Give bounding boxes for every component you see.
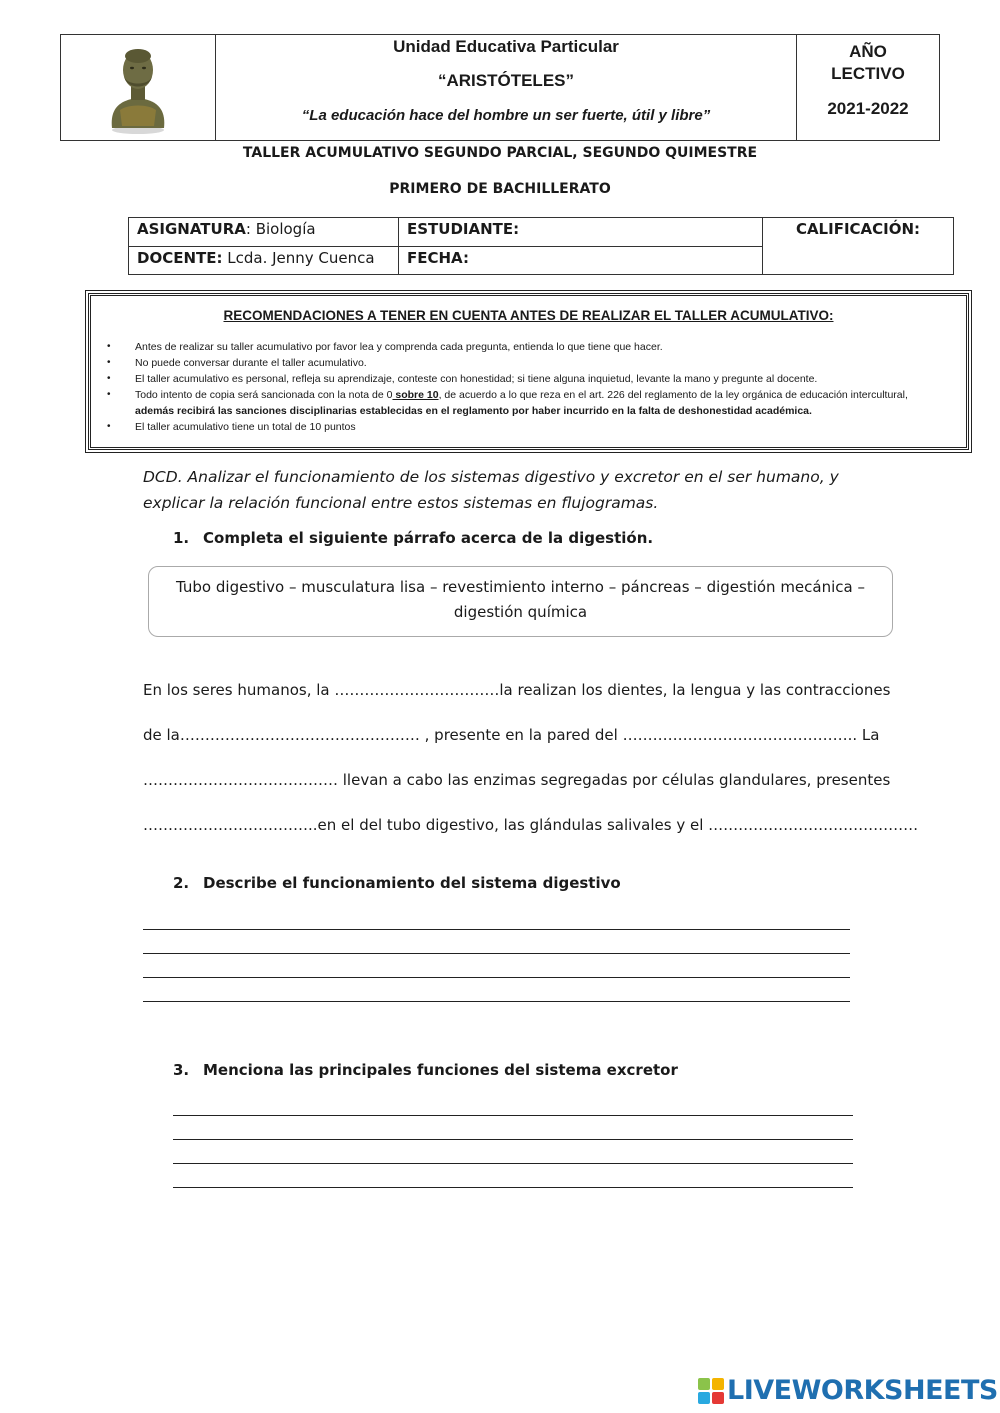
- header-table: [60, 34, 940, 141]
- subject-cell: [129, 218, 399, 247]
- school-type: Unidad Educativa Particular: [393, 37, 619, 56]
- course-title: PRIMERO DE BACHILLERATO: [389, 181, 611, 197]
- liveworksheets-logo-icon: [698, 1378, 724, 1404]
- subject-value: : Biología: [245, 220, 316, 238]
- answer-line[interactable]: [173, 1115, 853, 1116]
- question-1: [173, 529, 653, 547]
- list-item: [91, 387, 966, 419]
- answer-line[interactable]: [143, 953, 850, 954]
- logo-square: [698, 1378, 710, 1390]
- question-2: [173, 874, 621, 892]
- rec-text-4a: Todo intento de copia será sancionada con la nota de 0: [135, 389, 393, 401]
- year-label: [797, 41, 939, 85]
- teacher-value: Lcda. Jenny Cuenca: [222, 249, 375, 267]
- year-label-1: AÑO: [849, 42, 887, 61]
- word-bank-line-2: digestión química: [453, 603, 588, 621]
- teacher-cell: [129, 247, 399, 274]
- recommendations-list: [91, 339, 966, 435]
- rec-text-5: El taller acumulativo tiene un total de 10 puntos: [135, 421, 356, 433]
- aristotle-bust-icon: [98, 40, 178, 135]
- answer-line[interactable]: [173, 1187, 853, 1188]
- question-1-text: Completa el siguiente párrafo acerca de la digestión.: [203, 529, 654, 547]
- answer-line[interactable]: [173, 1139, 853, 1140]
- list-item: [91, 371, 966, 387]
- list-item: [91, 355, 966, 371]
- year-label-2: LECTIVO: [831, 64, 905, 83]
- dcd-objective: [143, 464, 843, 516]
- bullet-icon: •: [107, 373, 111, 384]
- student-cell[interactable]: [399, 218, 763, 247]
- school-year: 2021-2022: [827, 99, 909, 118]
- student-label: ESTUDIANTE:: [407, 220, 520, 238]
- subject-label: ASIGNATURA: [137, 220, 246, 238]
- question-2-text: Describe el funcionamiento del sistema digestivo: [203, 874, 621, 892]
- answer-line[interactable]: [143, 929, 850, 930]
- workshop-title: TALLER ACUMULATIVO SEGUNDO PARCIAL, SEGUNDO QUIMESTRE: [242, 145, 758, 161]
- student-info-table: [128, 217, 954, 275]
- logo-square: [712, 1392, 724, 1404]
- date-cell[interactable]: [399, 247, 763, 274]
- question-3-text: Menciona las principales funciones del sistema excretor: [203, 1061, 678, 1079]
- question-3: [173, 1061, 678, 1079]
- logo-cell: [61, 35, 216, 140]
- school-cell: [216, 35, 797, 140]
- school-name: “ARISTÓTELES”: [437, 71, 574, 90]
- rec-text-3: El taller acumulativo es personal, refleja su aprendizaje, conteste con honestidad; si tiene alguna inquietud, levante la mano y pregunte al docente.: [135, 373, 818, 385]
- bullet-icon: •: [107, 389, 111, 400]
- word-bank-box: [148, 566, 893, 637]
- bullet-icon: •: [107, 341, 111, 352]
- list-item: [91, 419, 966, 435]
- school-motto: “La educación hace del hombre un ser fuerte, útil y libre”: [301, 107, 711, 124]
- rec-text-2: No puede conversar durante el taller acumulativo.: [135, 357, 367, 369]
- liveworksheets-brand[interactable]: [698, 1375, 998, 1406]
- question-3-number: 3.: [173, 1061, 190, 1079]
- paragraph-line-1[interactable]: En los seres humanos, la ……………………………la realizan los dientes, la lengua y las contracciones: [143, 681, 891, 699]
- dcd-line-2: explicar la relación funcional entre estos sistemas en flujogramas.: [143, 494, 659, 512]
- answer-line[interactable]: [173, 1163, 853, 1164]
- brand-name: LIVEWORKSHEETS: [727, 1375, 998, 1406]
- teacher-label: DOCENTE:: [137, 249, 223, 267]
- paragraph-line-3[interactable]: ………………………………… llevan a cabo las enzimas segregadas por células glandulares, presentes: [143, 771, 891, 789]
- grade-cell[interactable]: [763, 218, 953, 274]
- bullet-icon: •: [107, 357, 111, 368]
- list-item: [91, 339, 966, 355]
- bullet-icon: •: [107, 421, 111, 432]
- rec-text-4b: sobre 10: [392, 389, 439, 401]
- dcd-line-1: DCD. Analizar el funcionamiento de los sistemas digestivo y excretor en el ser humano, y: [143, 468, 839, 486]
- question-1-number: 1.: [173, 529, 190, 547]
- year-cell: [797, 35, 939, 140]
- logo-square: [712, 1378, 724, 1390]
- rec-text-4d: además recibirá las sanciones disciplinarias establecidas en el reglamento por haber incurrido en la falta de deshonestidad académica.: [135, 405, 812, 417]
- date-label: FECHA:: [407, 249, 469, 267]
- recommendations-box: [88, 293, 969, 450]
- answer-line[interactable]: [143, 977, 850, 978]
- rec-text-1: Antes de realizar su taller acumulativo por favor lea y comprenda cada pregunta, entienda lo que tiene que hacer.: [135, 341, 663, 353]
- logo-square: [698, 1392, 710, 1404]
- rec-text-4c: , de acuerdo a lo que reza en el art. 226 del reglamento de la ley orgánica de educación intercultural,: [438, 389, 908, 401]
- grade-label: CALIFICACIÓN:: [795, 220, 921, 238]
- paragraph-line-4[interactable]: ……………………………..en el del tubo digestivo, las glándulas salivales y el ……………………………………: [143, 816, 919, 834]
- answer-line[interactable]: [143, 1001, 850, 1002]
- word-bank-line-1: Tubo digestivo – musculatura lisa – revestimiento interno – páncreas – digestión mecánica –: [176, 578, 865, 596]
- recommendations-title: RECOMENDACIONES A TENER EN CUENTA ANTES DE REALIZAR EL TALLER ACUMULATIVO:: [223, 308, 834, 323]
- question-2-number: 2.: [173, 874, 190, 892]
- paragraph-line-2[interactable]: de la………………………………………… , presente en la pared del ……………………………………….. La: [143, 726, 880, 744]
